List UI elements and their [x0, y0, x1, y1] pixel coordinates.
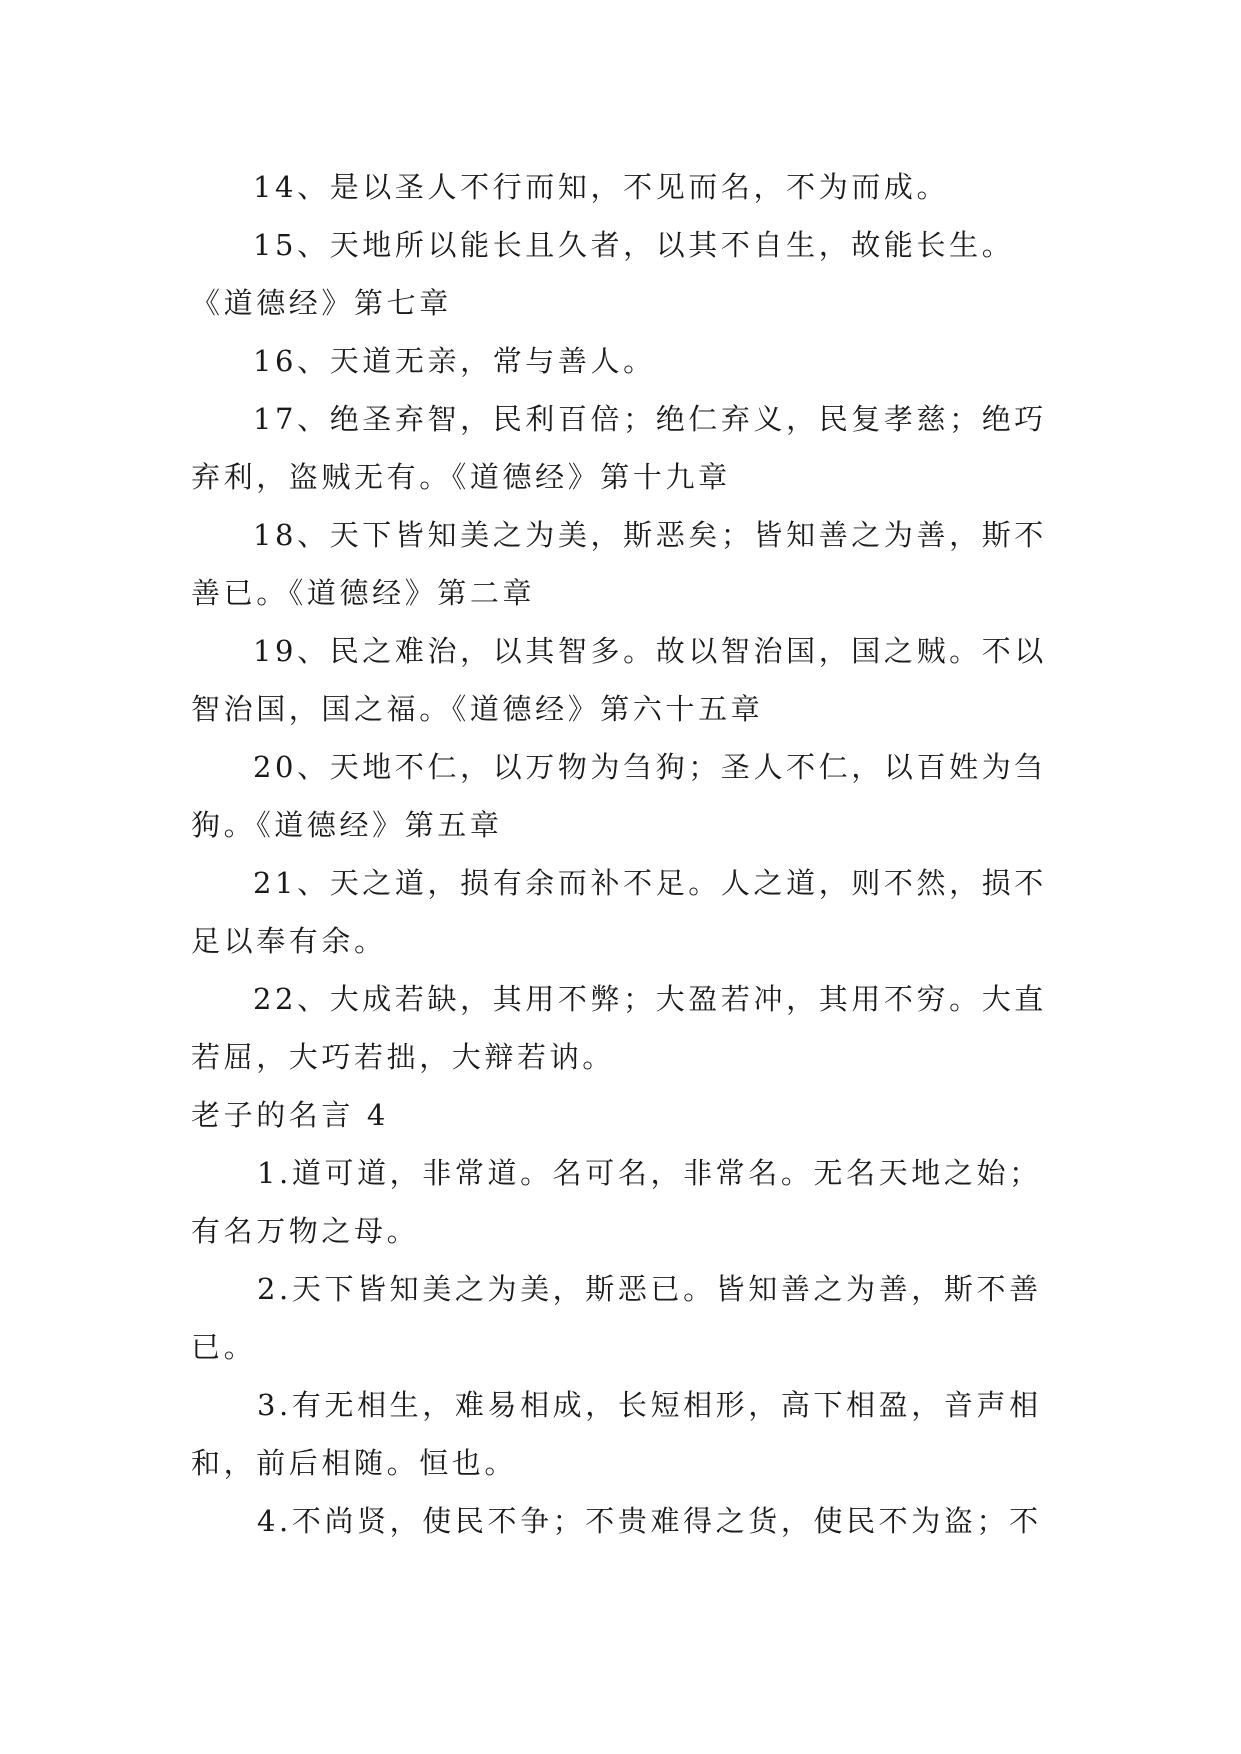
quote-4: 4.不尚贤，使民不争；不贵难得之货，使民不为盗；不	[257, 1504, 1042, 1538]
section-heading: 老子的名言 4	[191, 1098, 389, 1132]
quote-18: 18、天下皆知美之为美，斯恶矣；皆知善之为善，斯不善已。《道德经》第二章	[191, 518, 1047, 610]
quote-20: 20、天地不仁，以万物为刍狗；圣人不仁，以百姓为刍狗。《道德经》第五章	[191, 750, 1047, 842]
quote-21: 21、天之道，损有余而补不足。人之道，则不然，损不足以奉有余。	[191, 866, 1047, 958]
quote-2: 2.天下皆知美之为美，斯恶已。皆知善之为善，斯不善已。	[191, 1272, 1042, 1364]
quote-17: 17、绝圣弃智，民利百倍；绝仁弃义，民复孝慈；绝巧弃利，盗贼无有。《道德经》第十九章	[191, 402, 1047, 494]
quote-19: 19、民之难治，以其智多。故以智治国，国之贼。不以智治国，国之福。《道德经》第六十五章	[191, 634, 1047, 726]
quote-3: 3.有无相生，难易相成，长短相形，高下相盈，音声相和，前后相随。恒也。	[191, 1388, 1042, 1480]
document-body	[191, 158, 1051, 1550]
quote-22: 22、大成若缺，其用不弊；大盈若冲，其用不穷。大直若屈，大巧若拙，大辩若讷。	[191, 982, 1047, 1074]
quote-14: 14、是以圣人不行而知，不见而名，不为而成。	[253, 170, 950, 204]
quote-1: 1.道可道，非常道。名可名，非常名。无名天地之始；有名万物之母。	[191, 1156, 1042, 1248]
quote-16: 16、天道无亲，常与善人。	[253, 344, 656, 378]
quote-15: 15、天地所以能长且久者，以其不自生，故能长生。《道德经》第七章	[191, 228, 1015, 320]
